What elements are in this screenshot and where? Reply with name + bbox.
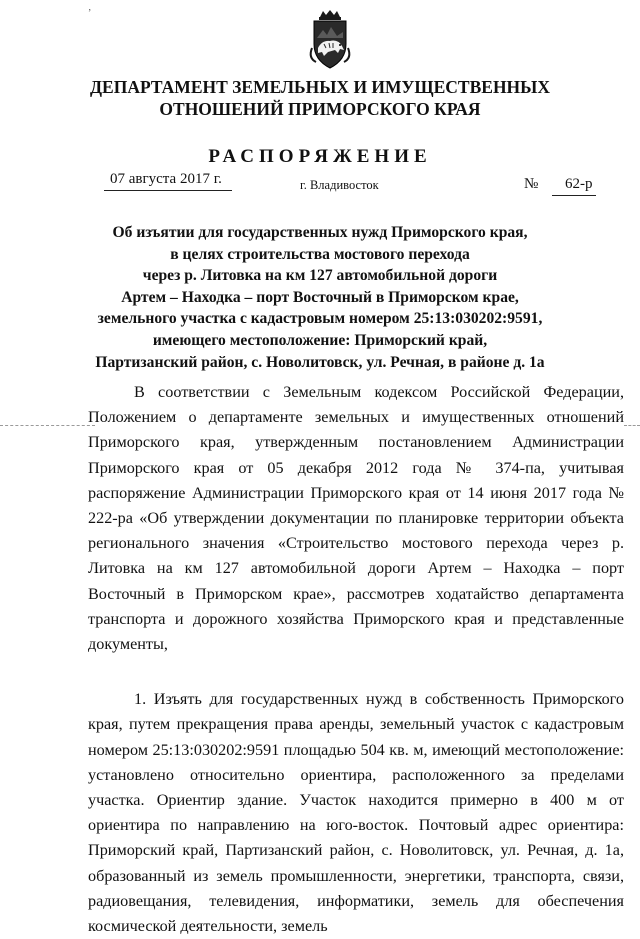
title-line: Партизанский район, с. Новолитовск, ул. Речная, в районе д. 1а [95, 353, 545, 371]
document-title [0, 222, 640, 373]
document-date: 07 августа 2017 г. [110, 171, 222, 187]
title-line: земельного участка с кадастровым номером 25:13:030202:9591, [97, 310, 543, 328]
item-1-paragraph: 1. Изъять для государственных нужд в собственность Приморского края, путем прекращения права аренды, земельный участок с кадастровым номером 25:13:030202:9591 площадью 504 кв. м, имеющий местоположение: установлено относительно ориентира, расположенного за пределами участка. Ориентир здание. Участок находится примерно в 400 м от ориентира по направлению на юго-восток. Почтовый адрес ориентира: Приморский край, Партизанский район, с. Новолитовск, ул. Речная, д. 1а, образованный из земель промышленности, энергетики, транспорта, связи, радиовещания, телевидения, информатики, земель для обеспечения космической деятельности, земель [88, 690, 624, 936]
title-line: в целях строительства мостового перехода [170, 245, 470, 263]
preamble-paragraph: В соответствии с Земельным кодексом Российской Федерации, Положением о департаменте земельных и имущественных отношений Приморского края, утвержденным постановлением Администрации Приморского края от 05 декабря 2012 года № 374-па, учитывая распоряжение Администрации Приморского края от 14 июня 2017 года № 222-ра «Об утверждении документации по планировке территории объекта регионального значения «Строительство мостового перехода через р. Литовка на км 127 автомобильной дороги Артем – Находка – порт Восточный в Приморском крае», рассмотрев ходатайство департамента транспорта и дорожного хозяйства Приморского края и представленные документы, [88, 383, 624, 654]
coat-of-arms-icon [298, 8, 362, 72]
department-name [0, 76, 640, 120]
document-body [88, 380, 624, 939]
document-number: 62-р [565, 176, 593, 192]
title-line: имеющего местоположение: Приморский край, [152, 331, 488, 349]
document-type: РАСПОРЯЖЕНИЕ [208, 146, 432, 167]
number-sign: № [524, 176, 539, 192]
document-city: г. Владивосток [300, 178, 379, 192]
number-underline [552, 195, 596, 196]
title-line: через р. Литовка на км 127 автомобильной дороги [142, 267, 498, 285]
title-line: Артем – Находка – порт Восточный в Приморском крае, [121, 288, 519, 306]
scan-artifact-line [0, 425, 95, 426]
title-line: Об изъятии для государственных нужд Приморского края, [112, 224, 528, 241]
department-line-1: ДЕПАРТАМЕНТ ЗЕМЕЛЬНЫХ И ИМУЩЕСТВЕННЫХ [90, 77, 550, 97]
date-underline [104, 190, 232, 191]
scan-artifact-line [624, 425, 640, 426]
department-line-2: ОТНОШЕНИЙ ПРИМОРСКОГО КРАЯ [159, 99, 481, 119]
scan-mark: ʼ [88, 8, 92, 19]
